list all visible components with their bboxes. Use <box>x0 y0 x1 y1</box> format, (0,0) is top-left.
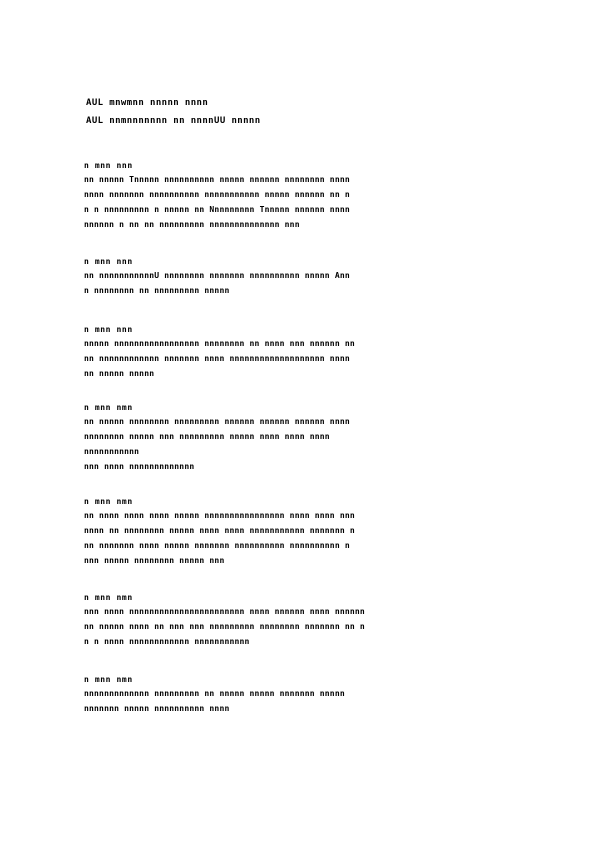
entry <box>84 592 516 649</box>
entry-label: n mnn nmn <box>84 593 133 602</box>
entry-line: nnnnnnnn nnnnn nnn nnnnnnnnn nnnnn nnnn nnnn nnnn <box>84 432 330 441</box>
entry-line: nn nnnn nnnn nnnn nnnnn nnnnnnnnnnnnnnnn nnnn nnnn nnn <box>84 511 355 520</box>
entry-line: nnnnn nnnnnnnnnnnnnnnnn nnnnnnnn nn nnnn nnn nnnnnn nn <box>84 339 355 348</box>
entry-label: n mnn nnn <box>84 161 133 170</box>
entry-line: nnnn nn nnnnnnnn nnnnn nnnn nnnn nnnnnnnnnnn nnnnnnn n <box>84 526 355 535</box>
entry-line: nn nnnnn nnnnn <box>84 369 155 378</box>
entry <box>84 256 516 298</box>
entry-line: nnnnnnnnnnnnn nnnnnnnnn nn nnnnn nnnnn nnnnnnn nnnnn <box>84 689 345 698</box>
entry-line: n nnnnnnnn nn nnnnnnnnn nnnnn <box>84 286 230 295</box>
entry-line: nnn nnnnn nnnnnnnn nnnnn nnn <box>84 556 225 565</box>
entry-line: nn nnnnn nnnnnnnn nnnnnnnnn nnnnnn nnnnnn nnnnnn nnnn <box>84 417 350 426</box>
entry-line: nnnnnn n nn nn nnnnnnnnn nnnnnnnnnnnnnn nnn <box>84 220 300 229</box>
entry <box>84 496 516 568</box>
entry-label: n mnn nnn <box>84 325 133 334</box>
entry-label: n mnn nmn <box>84 675 133 684</box>
entry-line: nn nnnnnnn nnnn nnnnn nnnnnnn nnnnnnnnnn nnnnnnnnnn n <box>84 541 350 550</box>
entry <box>84 674 516 716</box>
entry <box>84 160 516 232</box>
entry-label: n mnn nmn <box>84 403 133 412</box>
entry-line: nn nnnnn Tnnnnn nnnnnnnnnn nnnnn nnnnnn nnnnnnnn nnnn <box>84 175 350 184</box>
entry <box>84 324 516 381</box>
entry-label: n mnn nmn <box>84 497 133 506</box>
entry-line: nnn nnnn nnnnnnnnnnnnn <box>84 462 195 471</box>
entry-line: nn nnnnnnnnnnnU nnnnnnnn nnnnnnn nnnnnnnnnn nnnnn Ann <box>84 271 350 280</box>
header-line-1: AUL mnwmnn nnnnn nnnn <box>86 98 209 108</box>
entry-line: nnnnnnn nnnnn nnnnnnnnnn nnnn <box>84 704 230 713</box>
entry <box>84 402 516 474</box>
entry-line: n n nnnn nnnnnnnnnnnn nnnnnnnnnnn <box>84 637 250 646</box>
header-line-2: AUL nnmnnnnnnn nn nnnnUU nnnnn <box>86 116 261 126</box>
entry-label: n mnn nnn <box>84 257 133 266</box>
entry-line: nnnnnnnnnnn <box>84 447 140 456</box>
entry-line: nnn nnnn nnnnnnnnnnnnnnnnnnnnnnn nnnn nnnnnn nnnn nnnnnn <box>84 607 365 616</box>
entry-line: nnnn nnnnnnn nnnnnnnnnn nnnnnnnnnnn nnnnn nnnnnn nn n <box>84 190 350 199</box>
entry-line: nn nnnnnnnnnnnn nnnnnnn nnnn nnnnnnnnnnnnnnnnnnn nnnn <box>84 354 350 363</box>
entry-line: nn nnnnn nnnn nn nnn nnn nnnnnnnnn nnnnnnnn nnnnnnn nn n <box>84 622 365 631</box>
entry-line: n n nnnnnnnnn n nnnnn nn Nnnnnnnnn Tnnnnn nnnnnn nnnn <box>84 205 350 214</box>
